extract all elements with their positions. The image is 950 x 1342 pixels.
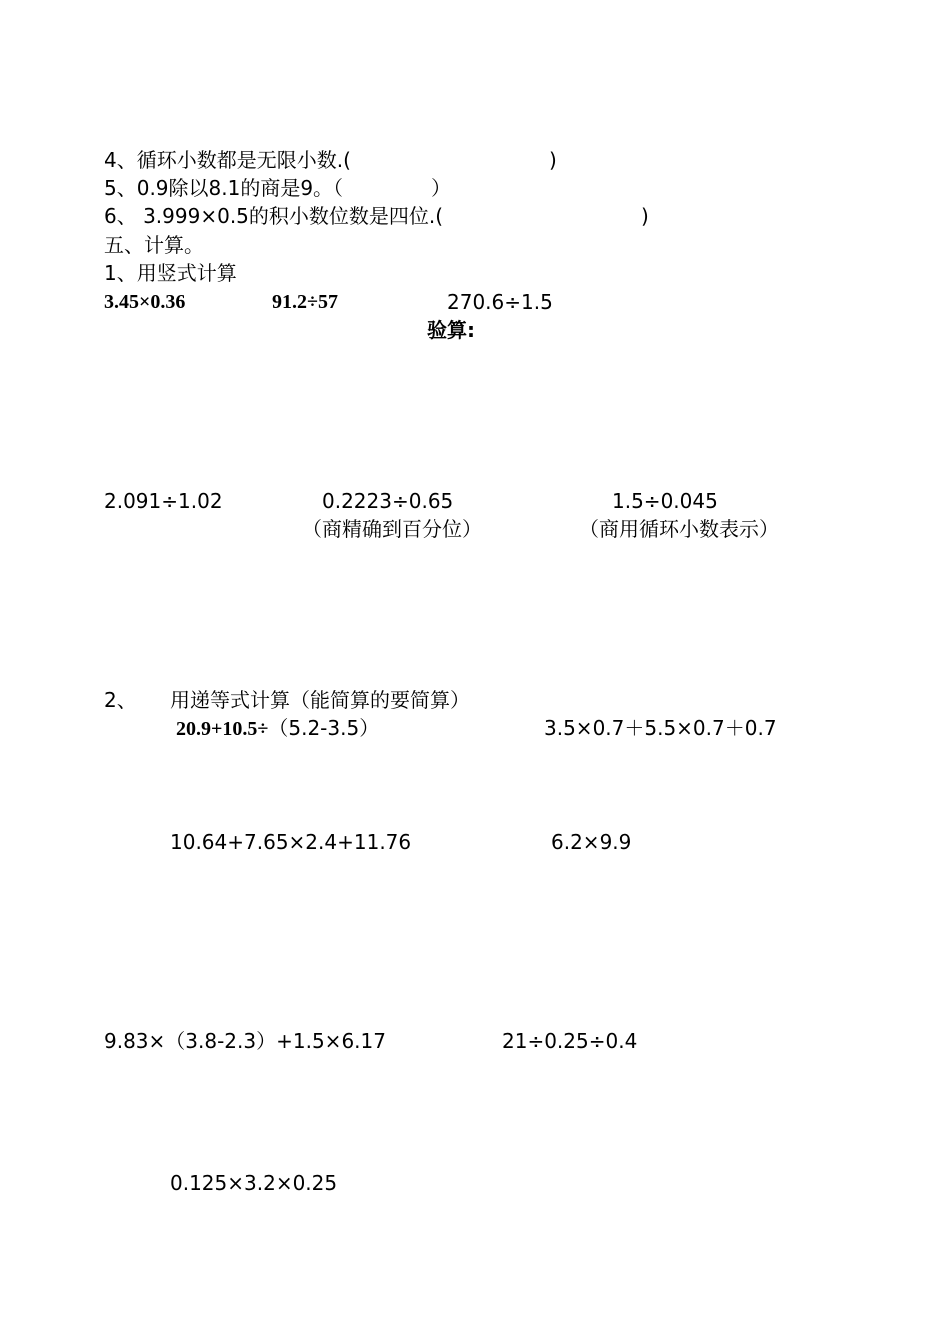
part1-title: 1、用竖式计算 [104,261,237,285]
expression-4: 6.2×9.9 [551,830,632,854]
part2-number: 2、 [104,688,137,712]
question-6-answer-paren: ) [641,204,649,228]
question-5: 5、0.9除以8.1的商是9。（ [104,176,344,200]
problem-1-5: 0.2223÷0.65 [322,489,454,513]
expression-3: 10.64+7.65×2.4+11.76 [170,830,412,854]
expression-1 [176,716,379,741]
problem-1-2: 91.2÷57 [272,291,338,313]
problem-1-3: 270.6÷1.5 [447,290,553,314]
part2-title: 用递等式计算（能简算的要简算） [170,688,470,712]
expression-1-paren: （5.2-3.5） [268,716,380,740]
problem-1-1: 3.45×0.36 [104,291,186,313]
question-6: 6、 3.999×0.5的积小数位数是四位.( [104,204,444,228]
note-round-hundredths: （商精确到百分位） [302,517,482,541]
question-4-answer-paren: ) [549,148,557,172]
question-5-answer-paren: ） [431,176,451,200]
question-4: 4、循环小数都是无限小数.( [104,148,351,172]
note-repeating-decimal: （商用循环小数表示） [579,517,779,541]
problem-1-4: 2.091÷1.02 [104,489,223,513]
section-title: 五、计算。 [104,233,204,257]
expression-6: 21÷0.25÷0.4 [502,1029,638,1053]
expression-5: 9.83×（3.8-2.3）+1.5×6.17 [104,1029,386,1053]
expression-1-main: 20.9+10.5÷ [176,718,269,740]
problem-1-6: 1.5÷0.045 [612,489,718,513]
check-label: 验算: [427,318,475,342]
expression-7: 0.125×3.2×0.25 [170,1171,338,1195]
expression-2: 3.5×0.7＋5.5×0.7＋0.7 [544,716,777,740]
